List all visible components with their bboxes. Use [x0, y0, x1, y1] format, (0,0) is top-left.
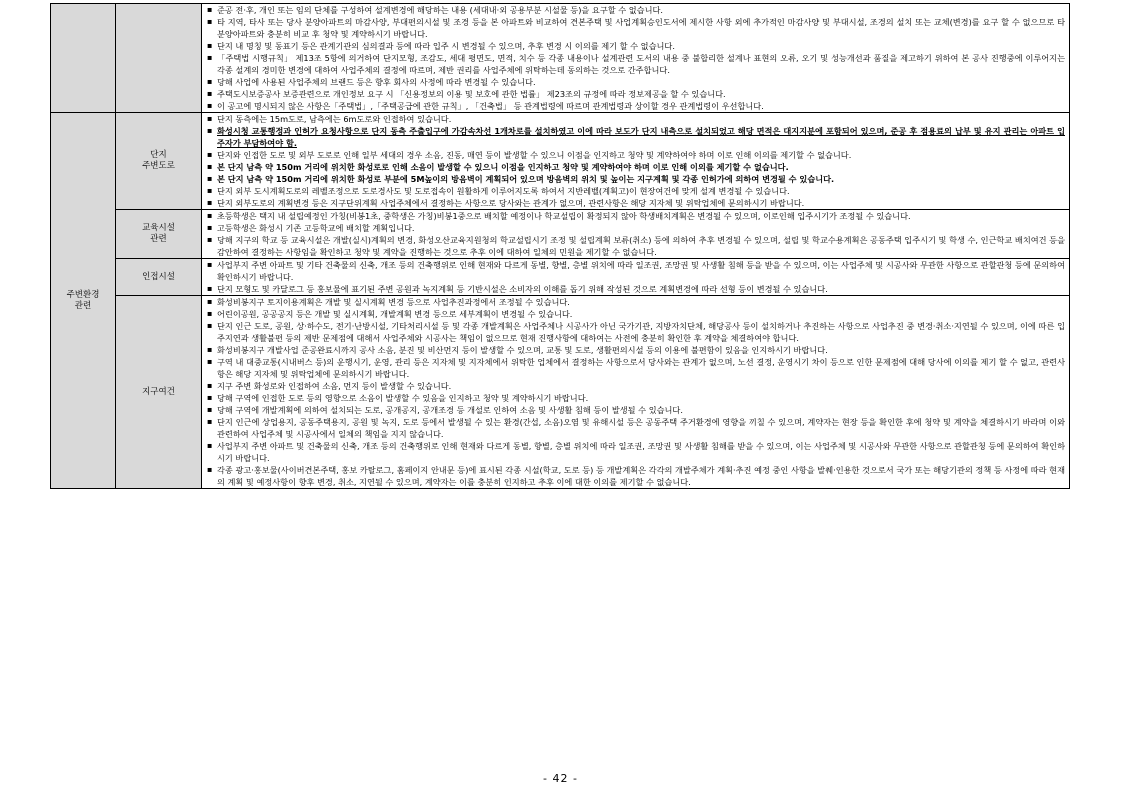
roads-subcategory-cell: [116, 113, 202, 210]
list-item: ▪ 사업부지 주변 아파트 및 건축물의 신축, 개조 등의 건축행위로 인해 현재와 다르게 동별, 향별, 층별 위치에 따라 일조권, 조망권 및 사생활 침해를 받을 수 있으며, 이는 사업주체 및 시공사와 무관한 사항으로 관할관청 등에 문의하여 확인하시기 바랍니다.: [205, 440, 1065, 464]
list-item: ▪ 단지 동측에는 15m도로, 남측에는 6m도로와 인접하여 있습니다.: [205, 113, 1065, 125]
list-item: ▪ 사업부지 주변 아파트 및 기타 건축물의 신축, 개조 등의 건축행위로 인해 현재와 다르게 동별, 향별, 층별 위치에 따라 일조권, 조망권 및 사생활 침해 등을 받을 수 있으며, 이는 사업주체 및 시공사와 무관한 사항으로 관할관청 등에 문의하여 확인하시기 바랍니다.: [205, 259, 1065, 283]
adjacent-bullet-list: [205, 259, 1065, 295]
adjacent-row: [51, 259, 1070, 296]
list-item: ▪ 당해 사업에 사용된 사업주체의 브랜드 등은 향후 회사의 사정에 따라 변경될 수 있습니다.: [205, 76, 1065, 88]
list-item: ▪ 이 공고에 명시되지 않은 사항은「주택법」,「주택공급에 관한 규칙」, 「건축법」 등 관계법령에 따르며 관계법령과 상이할 경우 관계법령이 우선합니다.: [205, 100, 1065, 112]
list-item: ▪ 준공 전·후, 개인 또는 임의 단체를 구성하여 설계변경에 해당하는 내용 (세대내·외 공용부분 시설물 등)을 요구할 수 없습니다.: [205, 4, 1065, 16]
list-item: ▪ 당해 구역에 개발계획에 의하여 설치되는 도로, 공개공지, 공개조경 등 개설로 인하여 소음 및 사생활 침해 등이 발생될 수 있습니다.: [205, 404, 1065, 416]
education-label: 교육시설 관련: [142, 223, 175, 244]
list-item: ▪ 구역 내 대중교통(시내버스 등)의 운행시기, 운영, 관리 등은 지자체 및 지자체에서 위탁한 업체에서 결정하는 사항으로서 당사와는 관계가 없으며, 노선 결정, 운영시기 차이 등으로 인한 문제점에 대해 당사에 이의를 제기 할 수 없고, 관련사항은 해당 지자체 및 위탁업체에 문의하시기 바랍니다.: [205, 356, 1065, 380]
education-content-cell: [202, 210, 1070, 259]
list-item: ▪ 당해 지구의 학교 등 교육시설은 개발(실시)계획의 변경, 화성오산교육지원청의 학교설립시기 조정 및 설립계획 보류(취소) 등에 의하여 추후 변경될 수 있으며, 설립 및 학교수용계획은 공동주택 입주시기 및 학생 수, 인근학교 배치여건 등을 감안하여 결정하는 사항임을 확인하고 청약 및 계약을 진행하는 것으로 추후 이에 대하여 일체의 민원을 제기할 수 없습니다.: [205, 234, 1065, 258]
list-item: ▪ 당해 구역에 인접한 도로 등의 영향으로 소음이 발생할 수 있음을 인지하고 청약 및 계약하시기 바랍니다.: [205, 392, 1065, 404]
list-item: ▪ 단지 외부도로의 계획변경 등은 지구단위계획 사업주체에서 결정하는 사항으로 당사와는 관계가 없으며, 관련사항은 해당 지자체 및 위탁업체에 문의하시기 바랍니다.: [205, 197, 1065, 209]
roads-label: 단지 주변도로: [142, 150, 175, 171]
list-item: ▪ 고등학생은 화성시 기존 고등학교에 배치할 계획입니다.: [205, 222, 1065, 234]
list-item: ▪ 타 지역, 타사 또는 당사 분양아파트의 마감사양, 부대편의시설 및 조경 등을 본 아파트와 비교하여 견본주택 및 사업계획승인도서에 제시한 사항 외에 추가적인 마감사양 및 부대시설, 조경의 설치 또는 교체(변경)를 요구 할 수 없으므로 타 분양아파트와 충분히 비교 후 청약 및 계약하시기 바랍니다.: [205, 16, 1065, 40]
adjacent-content-cell: [202, 259, 1070, 296]
list-item: ▪ 단지 내 명칭 및 동표기 등은 관계기관의 심의결과 등에 따라 입주 시 변경될 수 있으며, 추후 변경 시 이의를 제기 할 수 없습니다.: [205, 40, 1065, 52]
roads-bullet-list: [205, 113, 1065, 209]
district-subcategory-cell: [116, 296, 202, 489]
list-item: ▪ 초등학생은 택지 내 설립예정인 가칭(비봉1초, 중학생은 가칭)비봉1중으로 배치할 예정이나 학교설립이 확정되지 않아 학생배치계획은 변경될 수 있으며, 이로인해 입주시기가 조정될 수 있습니다.: [205, 210, 1065, 222]
list-item: ▪ 단지 인근에 상업용지, 공동주택용지, 공원 및 녹지, 도로 등에서 발생될 수 있는 환경(간섭, 소음)오염 및 유해시설 등은 공동주택 주거환경에 영향을 끼칠 수 있으며, 계약자는 현장 등을 확인한 후에 청약 및 계약을 체결하시기 바라며 이와 관련하여 사업주체 및 시공사에서 일체의 책임을 지지 않습니다.: [205, 416, 1065, 440]
list-item: ▪ 단지와 인접한 도로 및 외부 도로로 인해 일부 세대의 경우 소음, 진동, 매연 등이 발생할 수 있으니 이점을 인지하고 청약 및 계약하여야 하며 이로 인해 이의를 제기할 수 없습니다.: [205, 149, 1065, 161]
list-item: ▪ 화성비봉지구 개발사업 준공완료시까지 공사 소음, 분진 및 비산먼지 등이 발생할 수 있으며, 교통 및 도로, 생활편의시설 등의 이용에 불편함이 있음을 인지하시기 바랍니다.: [205, 344, 1065, 356]
list-item: ▪ 화성비봉지구 토지이용계획은 개발 및 실시계획 변경 등으로 사업추진과정에서 조정될 수 있습니다.: [205, 296, 1065, 308]
roads-row: [51, 113, 1070, 210]
list-item: ▪ 화성시청 교통행정과 인허가 요청사항으로 단지 동측 주출입구에 가감속차선 1개차로를 설치하였고 이에 따라 보도가 단지 내측으로 설치되었고 해당 면적은 대지지분에 포함되어 있으며, 준공 후 점용료의 납부 및 유지 관리는 아파트 입주자가 부담하여야 함.: [205, 125, 1065, 149]
district-row: [51, 296, 1070, 489]
list-item: ▪ 단지 인근 도로, 공원, 상·하수도, 전기·난방시설, 기타처리시설 등 및 각종 개발계획은 사업주체나 시공사가 아닌 국가기관, 지방자치단체, 해당공사 등이 설치하거나 추진하는 사항으로 사업추진 중 변경·취소·지연될 수 있으며, 이에 따른 입주지연과 생활불편 등의 제반 문제점에 대해서 사업주체와 시공사는 책임이 없으므로 현재 진행사항에 대하여는 사전에 충분히 확인한 후 계약을 체결하여야 합니다.: [205, 320, 1065, 344]
general-row: [51, 4, 1070, 113]
general-subcategory-cell: [116, 4, 202, 113]
list-item: ▪ 본 단지 남측 약 150m 거리에 위치한 화성로로 인해 소음이 발생할 수 있으니 이점을 인지하고 청약 및 계약하여야 하며 이로 인해 이의를 제기할 수 없습니다.: [205, 161, 1065, 173]
roads-content-cell: [202, 113, 1070, 210]
page-number: - 42 -: [543, 772, 578, 785]
list-item: ▪ 어린이공원, 공공공지 등은 개발 및 실시계획, 개발계획 변경 등으로 세부계획이 변경될 수 있습니다.: [205, 308, 1065, 320]
general-bullet-list: [205, 4, 1065, 112]
education-subcategory-cell: [116, 210, 202, 259]
env-category-cell: [51, 113, 116, 489]
general-content-cell: [202, 4, 1070, 113]
list-item: ▪ 각종 광고·홍보물(사이버견본주택, 홍보 카탈로그, 홈페이지 안내문 등)에 표시된 각종 시설(학교, 도로 등) 등 개발계획은 각각의 개발주체가 계획·추진 예정 중인 사항을 발췌·인용한 것으로서 국가 또는 해당기관의 정책 등 사정에 따라 현재의 계획 및 예정사항이 향후 변경, 취소, 지연될 수 있으며, 계약자는 이를 충분히 인지하고 추후 이에 대한 이의를 제기할 수 없습니다.: [205, 464, 1065, 488]
list-item: ▪ 「주택법 시행규칙」 제13조 5항에 의거하여 단지모형, 조감도, 세대 평면도, 면적, 치수 등 각종 내용이나 설계관련 도서의 내용 중 불합리한 설계나 표현의 오류, 오기 및 성능개선과 품질을 제고하기 위하여 본 공사 진행중에 이루어지는 각종 설계의 경미한 변경에 대하여 사업주체의 결정에 따르며, 제반 권리를 사업주체에 위탁하는데 동의하는 것으로 간주합니다.: [205, 52, 1065, 76]
list-item: ▪ 주택도시보증공사 보증관련으로 개인정보 요구 시 「신용정보의 이용 및 보호에 관한 법률」 제23조의 규정에 따라 정보제공을 할 수 있습니다.: [205, 88, 1065, 100]
education-bullet-list: [205, 210, 1065, 258]
list-item: ▪ 단지 외부 도시계획도로의 레벨조정으로 도로경사도 및 도로접속이 원활하게 이루어지도록 하여서 지반레벨(계획고)이 현장여건에 맞게 설계 변경될 수 있습니다.: [205, 185, 1065, 197]
general-category-cell: [51, 4, 116, 113]
district-bullet-list: [205, 296, 1065, 488]
list-item: ▪ 단지 모형도 및 카달로그 등 홍보물에 표기된 주변 공원과 녹지계획 등 기반시설은 소비자의 이해를 돕기 위해 작성된 것으로 계획변경에 따라 선형 등이 변경될 수 있습니다.: [205, 283, 1065, 295]
adjacent-label: 인접시설: [142, 271, 175, 282]
district-label: 지구여건: [142, 386, 175, 397]
notice-table: [50, 3, 1070, 489]
education-row: [51, 210, 1070, 259]
list-item: ▪ 지구 주변 화성로와 인접하여 소음, 먼지 등이 발생할 수 있습니다.: [205, 380, 1065, 392]
adjacent-subcategory-cell: [116, 259, 202, 296]
env-category-label: 주변환경 관련: [66, 289, 100, 311]
list-item: ▪ 본 단지 남측 약 150m 거리에 위치한 화성로 부분에 5M높이의 방음벽이 계획되어 있으며 방음벽의 위치 및 높이는 지구계획 및 각종 인허가에 의하여 변경될 수 있습니다.: [205, 173, 1065, 185]
district-content-cell: [202, 296, 1070, 489]
